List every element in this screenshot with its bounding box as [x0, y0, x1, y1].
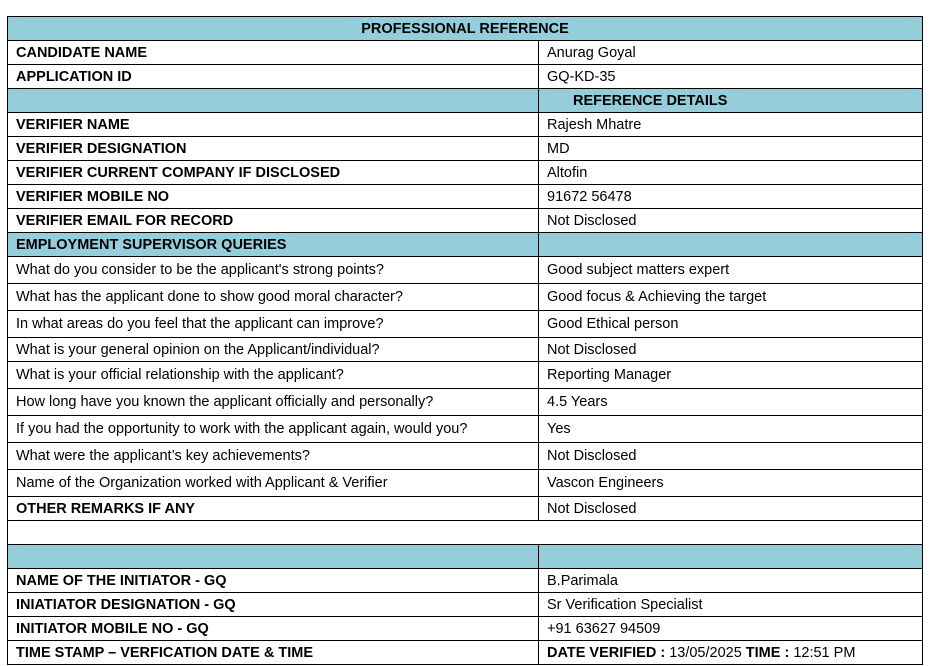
verifier-mobile-value: 91672 56478 — [539, 185, 923, 209]
initiator-name-value: B.Parimala — [539, 569, 923, 593]
query-question: What do you consider to be the applicant's strong points? — [8, 257, 539, 284]
query-question: What has the applicant done to show good moral character? — [8, 284, 539, 311]
table-row — [8, 338, 923, 362]
blank-cell — [8, 521, 923, 545]
section-header-row — [8, 233, 923, 257]
table-row — [8, 257, 923, 284]
table-row — [8, 497, 923, 521]
verifier-email-label: VERIFIER EMAIL FOR RECORD — [8, 209, 539, 233]
verifier-email-value: Not Disclosed — [539, 209, 923, 233]
table-row — [8, 362, 923, 389]
reference-table — [7, 16, 923, 665]
table-row — [8, 593, 923, 617]
table-row — [8, 617, 923, 641]
other-remarks-value: Not Disclosed — [539, 497, 923, 521]
table-row — [8, 185, 923, 209]
section-header-row — [8, 545, 923, 569]
other-remarks-label: OTHER REMARKS IF ANY — [8, 497, 539, 521]
query-answer: Reporting Manager — [539, 362, 923, 389]
timestamp-value — [539, 641, 923, 665]
page-title: PROFESSIONAL REFERENCE — [8, 17, 923, 41]
table-row — [8, 470, 923, 497]
candidate-name-label: CANDIDATE NAME — [8, 41, 539, 65]
table-row — [8, 113, 923, 137]
verifier-company-label: VERIFIER CURRENT COMPANY IF DISCLOSED — [8, 161, 539, 185]
table-row — [8, 311, 923, 338]
query-answer: Good focus & Achieving the target — [539, 284, 923, 311]
table-row — [8, 209, 923, 233]
initiator-designation-value: Sr Verification Specialist — [539, 593, 923, 617]
query-question: In what areas do you feel that the applicant can improve? — [8, 311, 539, 338]
date-verified-label: DATE VERIFIED : — [547, 644, 666, 661]
verifier-mobile-label: VERIFIER MOBILE NO — [8, 185, 539, 209]
queries-header: EMPLOYMENT SUPERVISOR QUERIES — [8, 233, 539, 257]
initiator-name-label: NAME OF THE INITIATOR - GQ — [8, 569, 539, 593]
table-row — [8, 161, 923, 185]
verifier-name-label: VERIFIER NAME — [8, 113, 539, 137]
query-answer: Good subject matters expert — [539, 257, 923, 284]
title-row — [8, 17, 923, 41]
application-id-label: APPLICATION ID — [8, 65, 539, 89]
query-answer: Yes — [539, 416, 923, 443]
initiator-mobile-label: INITIATOR MOBILE NO - GQ — [8, 617, 539, 641]
empty-header-cell — [539, 233, 923, 257]
verifier-company-value: Altofin — [539, 161, 923, 185]
initiator-designation-label: INIATIATOR DESIGNATION - GQ — [8, 593, 539, 617]
query-answer: Vascon Engineers — [539, 470, 923, 497]
query-question: What is your general opinion on the Applicant/individual? — [8, 338, 539, 362]
query-answer: Good Ethical person — [539, 311, 923, 338]
verifier-designation-label: VERIFIER DESIGNATION — [8, 137, 539, 161]
empty-header-cell — [539, 545, 923, 569]
table-row — [8, 65, 923, 89]
query-answer: Not Disclosed — [539, 443, 923, 470]
application-id-value: GQ-KD-35 — [539, 65, 923, 89]
table-row — [8, 569, 923, 593]
reference-details-header: REFERENCE DETAILS — [539, 89, 923, 113]
query-answer: Not Disclosed — [539, 338, 923, 362]
empty-header-cell — [8, 89, 539, 113]
table-row — [8, 137, 923, 161]
query-question: What were the applicant’s key achievements? — [8, 443, 539, 470]
blank-row — [8, 521, 923, 545]
query-question: Name of the Organization worked with Applicant & Verifier — [8, 470, 539, 497]
table-row — [8, 389, 923, 416]
section-header-row — [8, 89, 923, 113]
table-row — [8, 416, 923, 443]
table-row — [8, 641, 923, 665]
initiator-mobile-value: +91 63627 94509 — [539, 617, 923, 641]
date-verified-value: 13/05/2025 — [669, 644, 742, 661]
table-row — [8, 284, 923, 311]
empty-header-cell — [8, 545, 539, 569]
time-label: TIME : — [745, 644, 790, 661]
query-answer: 4.5 Years — [539, 389, 923, 416]
verifier-name-value: Rajesh Mhatre — [539, 113, 923, 137]
timestamp-label: TIME STAMP – VERFICATION DATE & TIME — [8, 641, 539, 665]
query-question: If you had the opportunity to work with the applicant again, would you? — [8, 416, 539, 443]
table-row — [8, 443, 923, 470]
time-value: 12:51 PM — [793, 644, 856, 661]
table-row — [8, 41, 923, 65]
query-question: How long have you known the applicant officially and personally? — [8, 389, 539, 416]
candidate-name-value: Anurag Goyal — [539, 41, 923, 65]
query-question: What is your official relationship with the applicant? — [8, 362, 539, 389]
verifier-designation-value: MD — [539, 137, 923, 161]
